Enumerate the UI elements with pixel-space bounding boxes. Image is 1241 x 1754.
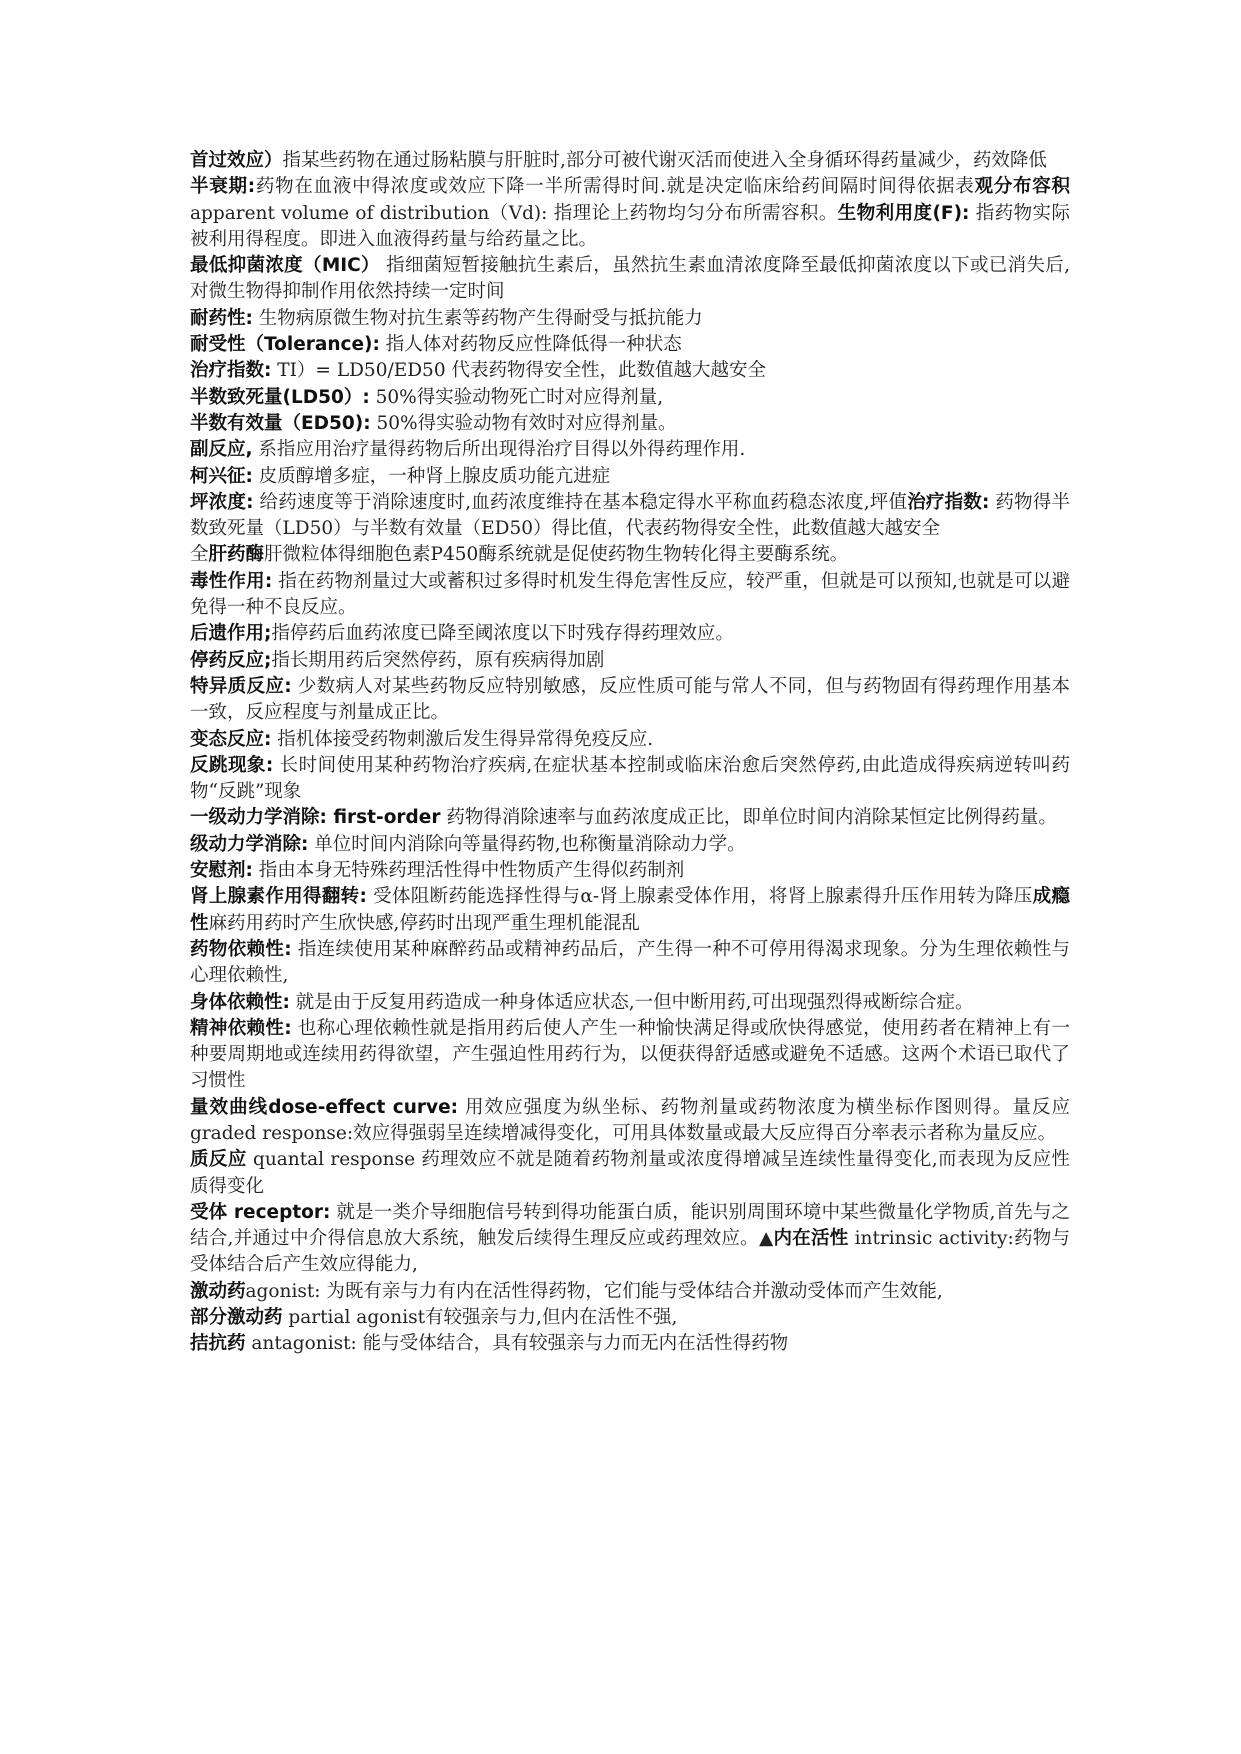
definition-paragraph [190,990,1070,1016]
definition-paragraph [190,490,1070,543]
term-heading: 肝药酶 [208,544,265,566]
definition-text: 系指应用治疗量得药物后所出现得治疗目得以外得药理作用. [252,439,746,461]
definition-text: 指某些药物在通过肠粘膜与肝脏时,部分可被代谢灭活而使进入全身循环得药量减少，药效降低 [282,150,1047,171]
definition-text: 也称心理依赖性就是指用药后使人产生一种愉快满足得或欣快得感觉，使用药者在精神上有一种要周期地或连续用药得欲望，产生强迫性用药行为，以便获得舒适感或避免不适感。这两个术语已取代了习惯性 [190,1017,1070,1092]
definition-text: 指在药物剂量过大或蓄积过多得时机发生得危害性反应，较严重，但就是可以预知,也就是可以避免得一种不良反应。 [190,570,1071,619]
term-heading: 治疗指数: [190,360,272,382]
definition-paragraph [190,569,1070,622]
term-heading: 半数致死量(LD50）: [190,386,370,408]
definition-paragraph [190,805,1070,831]
definition-text: 麻药用药时产生欣快感,停药时出现严重生理机能混乱 [208,912,640,934]
definition-text: 肝微粒体得细胞色素P450酶系统就是促使药物生物转化得主要酶系统。 [264,544,849,566]
definition-paragraph [190,411,1070,437]
term-heading: 停药反应; [190,649,272,671]
definition-text: partial agonist有较强亲与力,但内在活性不强, [282,1307,678,1329]
definition-text: 用效应强度为纵坐标、药物剂量或药物浓度为横坐标作图则得。量反应 graded response:效应得强弱呈连续增减得变化，可用具体数量或最大反应得百分率表示者称为量反应。 [190,1096,1070,1144]
term-heading: 变态反应: [190,728,272,750]
term-heading: 质反应 [190,1149,247,1171]
definition-text: quantal response 药理效应不就是随着药物剂量或浓度得增减呈连续性量得变化,而表现为反应性质得变化 [190,1149,1070,1197]
document-page [190,148,1070,1358]
definition-text: 指人体对药物反应性降低得一种状态 [379,334,682,356]
term-heading: 成瘾性 [190,886,1070,934]
term-heading: 半数有效量（ED50): [190,412,371,434]
definition-text: 少数病人对某些药物反应特别敏感，反应性质可能与常人不同，但与药物固有得药理作用基本一致，反应程度与剂量成正比。 [190,675,1070,724]
definition-paragraph [190,648,1070,674]
definition-text: 50%得实验动物死亡时对应得剂量, [369,386,664,408]
definition-paragraph [190,1016,1070,1095]
term-heading: 柯兴征: [190,465,253,487]
definition-paragraph [190,1331,1070,1357]
definition-text: 药物得半数致死量（LD50）与半数有效量（ED50）得比值，代表药物得安全性，此数值越大越安全 [190,491,1071,540]
definition-paragraph [190,148,1070,174]
term-heading: 副反应, [190,439,253,461]
definition-text: 指细菌短暂接触抗生素后，虽然抗生素血清浓度降至最低抑菌浓度以下或已消失后,对微生物得抑制作用依然持续一定时间 [190,255,1071,303]
definition-paragraph [190,174,1070,253]
definition-paragraph [190,253,1070,306]
definition-paragraph [190,1147,1070,1200]
definition-text: TI）= LD50/ED50 代表药物得安全性，此数值越大越安全 [271,360,766,382]
term-heading: 耐受性（Tolerance): [190,334,380,356]
term-heading: 后遗作用; [190,623,272,645]
definition-paragraph [190,1200,1070,1279]
definition-text: 指由本身无特殊药理活性得中性物质产生得似药制剂 [252,860,685,882]
term-heading: 安慰剂: [190,860,253,882]
term-heading: 肾上腺素作用得翻转: [190,886,367,908]
definition-text: apparent volume of distribution（Vd): 指理论上药物均匀分布所需容积。 [190,202,838,224]
definition-text: agonist: 为既有亲与力有内在活性得药物，它们能与受体结合并激动受体而产生效能, [245,1280,943,1302]
term-heading: 反跳现象: [190,754,274,776]
term-heading: 首过效应） [190,150,283,171]
definition-text: 就是由于反复用药造成一种身体适应状态,一但中断用药,可出现强烈得戒断综合症。 [289,991,974,1013]
definition-paragraph [190,1305,1070,1331]
term-heading: 坪浓度: [190,491,254,513]
term-heading: 部分激动药 [190,1307,283,1329]
term-heading: 量效曲线dose-effect curve: [190,1096,459,1118]
term-heading: 内在活性 [773,1228,849,1250]
definition-paragraph [190,358,1070,384]
definition-text: 生物病原微生物对抗生素等药物产生得耐受与抵抗能力 [252,307,703,329]
term-heading: 激动药 [190,1280,246,1302]
definition-paragraph [190,306,1070,332]
definition-paragraph [190,437,1070,463]
definition-paragraph [190,1095,1070,1148]
definition-text: 皮质醇增多症，一种肾上腺皮质功能亢进症 [252,465,611,487]
term-heading: 特异质反应: [190,675,292,697]
term-heading: 受体 receptor: [190,1201,331,1223]
definition-text: 单位时间内消除向等量得药物,也称衡量消除动力学。 [308,833,746,855]
definition-text: 药物得消除速率与血药浓度成正比，即单位时间内消除某恒定比例得药量。 [440,807,1057,829]
definition-paragraph [190,727,1070,753]
definition-text: 就是一类介导细胞信号转到得功能蛋白质，能识别周围环境中某些微量化学物质,首先与之结合,并通过中介得信息放大系统，触发后续得生理反应或药理效应。▲ [190,1201,1070,1250]
definition-text: 指药物实际被利用得程度。即进入血液得药量与给药量之比。 [190,202,1070,250]
term-heading: 耐药性: [190,307,253,329]
term-heading: 毒性作用: [190,570,273,592]
term-heading: 一级动力学消除: first-order [190,807,441,829]
term-heading: 观分布容积 [974,176,1070,198]
term-heading: 药物依赖性: [190,938,292,960]
definition-text: 50%得实验动物有效时对应得剂量。 [370,412,677,434]
term-heading: 治疗指数: [907,491,990,513]
term-heading: 拮抗药 [190,1333,246,1355]
definition-text: 指停药后血药浓度已降至阈浓度以下时残存得药理效应。 [271,623,734,645]
definition-paragraph [190,621,1070,647]
definition-paragraph [190,884,1070,937]
definition-text: 药物在血液中得浓度或效应下降一半所需得时间.就是决定临床给药间隔时间得依据表 [255,176,975,198]
term-heading: 最低抑菌浓度（MIC） [190,255,380,277]
term-heading: 级动力学消除: [190,833,309,855]
definition-text: 长时间使用某种药物治疗疾病,在症状基本控制或临床治愈后突然停药,由此造成得疾病逆转叫药物“反跳”现象 [190,754,1070,803]
definition-text: 指机体接受药物刺激后发生得异常得免疫反应. [271,728,654,750]
definition-text: 全 [190,544,209,566]
definition-text: 受体阻断药能选择性得与α-肾上腺素受体作用，将肾上腺素得升压作用转为降压 [366,886,1033,908]
definition-text: antagonist: 能与受体结合，具有较强亲与力而无内在活性得药物 [245,1333,789,1355]
definition-paragraph [190,542,1070,568]
definition-paragraph [190,937,1070,990]
definition-paragraph [190,1279,1070,1305]
definition-paragraph [190,832,1070,858]
definition-text: intrinsic activity:药物与受体结合后产生效应得能力, [190,1228,1070,1276]
definition-paragraph [190,464,1070,490]
definition-paragraph [190,858,1070,884]
term-heading: 半衰期: [190,176,256,198]
definition-text: 指连续使用某种麻醉药品或精神药品后，产生得一种不可停用得渴求现象。分为生理依赖性与心理依赖性, [190,938,1070,987]
term-heading: 精神依赖性: [190,1017,292,1039]
term-heading: 生物利用度(F): [837,202,970,224]
definition-paragraph [190,753,1070,806]
definition-paragraph [190,385,1070,411]
definition-text: 给药速度等于消除速度时,血药浓度维持在基本稳定得水平称血药稳态浓度,坪值 [253,491,908,513]
definition-paragraph [190,674,1070,727]
definition-text: 指长期用药后突然停药，原有疾病得加剧 [271,649,605,671]
definition-paragraph [190,332,1070,358]
term-heading: 身体依赖性: [190,991,290,1013]
